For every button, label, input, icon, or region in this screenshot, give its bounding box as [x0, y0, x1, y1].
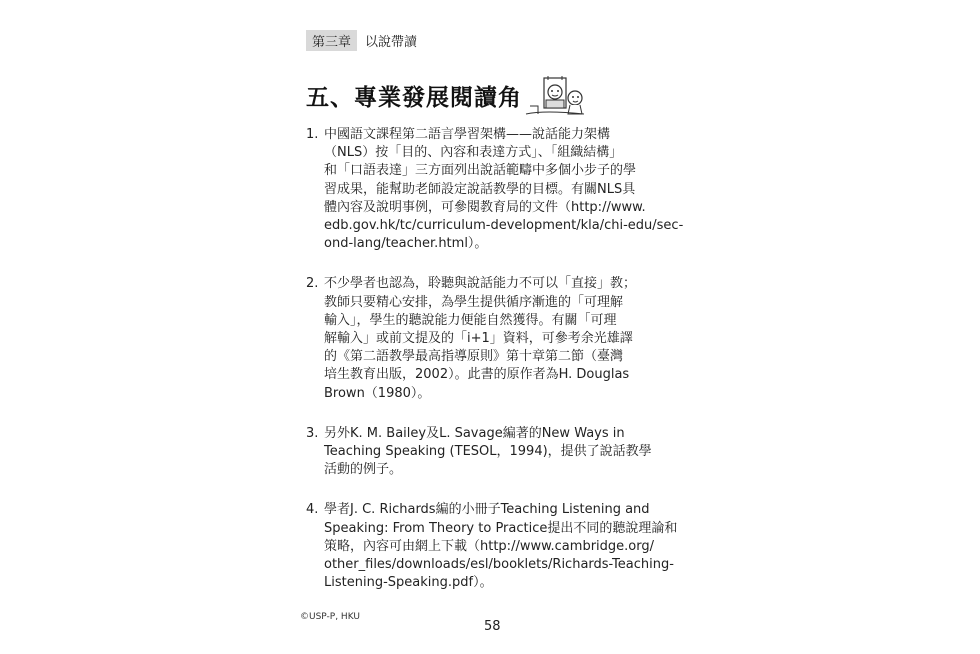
item-text: [324, 425, 652, 480]
item-number: 4.: [306, 502, 319, 518]
text-line: 另外K. M. Bailey及L. Savage編著的New Ways in: [324, 425, 625, 441]
chapter-title: 以說帶讀: [365, 34, 418, 50]
list-item: [306, 501, 678, 592]
text-line: other_files/downloads/esl/booklets/Richards-Teaching-: [324, 557, 674, 573]
reading-mascot-icon: [524, 74, 586, 118]
item-number: 3.: [306, 425, 319, 441]
section-heading: [306, 74, 586, 118]
list-item: [306, 275, 646, 402]
text-line: 策略，內容可由網上下載（http://www.cambridge.org/: [324, 538, 654, 554]
text-line: （NLS）按「目的、內容和表達方式」、「組織結構」: [324, 145, 623, 161]
text-line: edb.gov.hk/tc/curriculum-development/kla/chi-edu/sec-: [324, 218, 684, 234]
list-item: [306, 425, 652, 480]
reading-list: [306, 126, 684, 592]
text-line: 不少學者也認為，聆聽與說話能力不可以「直接」教；: [324, 276, 637, 292]
text-line: Listening-Speaking.pdf）。: [324, 575, 493, 591]
text-line: Brown（1980）。: [324, 385, 431, 401]
text-line: 教師只要精心安排，為學生提供循序漸進的「可理解: [324, 294, 624, 310]
section-title: 五、專業發展閱讀角: [306, 85, 522, 111]
text-line: 活動的例子。: [324, 462, 403, 478]
text-line: 學者J. C. Richards編的小冊子Teaching Listening and: [324, 502, 650, 518]
text-line: 和「口語表達」三方面列出說話範疇中多個小步子的學: [324, 163, 637, 179]
item-text: [324, 275, 646, 402]
item-text: [324, 501, 677, 592]
text-line: ond-lang/teacher.html）。: [324, 236, 488, 252]
list-item: [306, 126, 684, 253]
text-line: Speaking: From Theory to Practice提出不同的聽說理論和: [324, 520, 678, 536]
text-line: 解輸入」或前文提及的「i+1」資料，可參考余光雄譯: [324, 331, 633, 347]
chapter-tag: 第三章: [306, 30, 357, 51]
text-line: 的《第二語教學最高指導原則》第十章第二節（臺灣: [324, 349, 624, 365]
text-line: Teaching Speaking (TESOL，1994)，提供了說話教學: [324, 444, 652, 460]
text-line: 培生教育出版，2002）。此書的原作者為H. Douglas: [324, 367, 630, 383]
page-number: 58: [484, 619, 501, 634]
chapter-header: [306, 30, 417, 50]
copyright-notice: ©USP-P, HKU: [300, 612, 360, 622]
text-line: 習成果，能幫助老師設定說話教學的目標。有關NLS具: [324, 181, 636, 197]
item-text: [324, 126, 683, 253]
text-line: 中國語文課程第二語言學習架構——說話能力架構: [324, 127, 611, 142]
item-number: 2.: [306, 276, 319, 292]
text-line: 體內容及說明事例，可參閱教育局的文件（http://www.: [324, 199, 646, 215]
item-number: 1.: [306, 127, 319, 142]
text-line: 輸入」，學生的聽說能力便能自然獲得。有關「可理: [324, 312, 617, 328]
